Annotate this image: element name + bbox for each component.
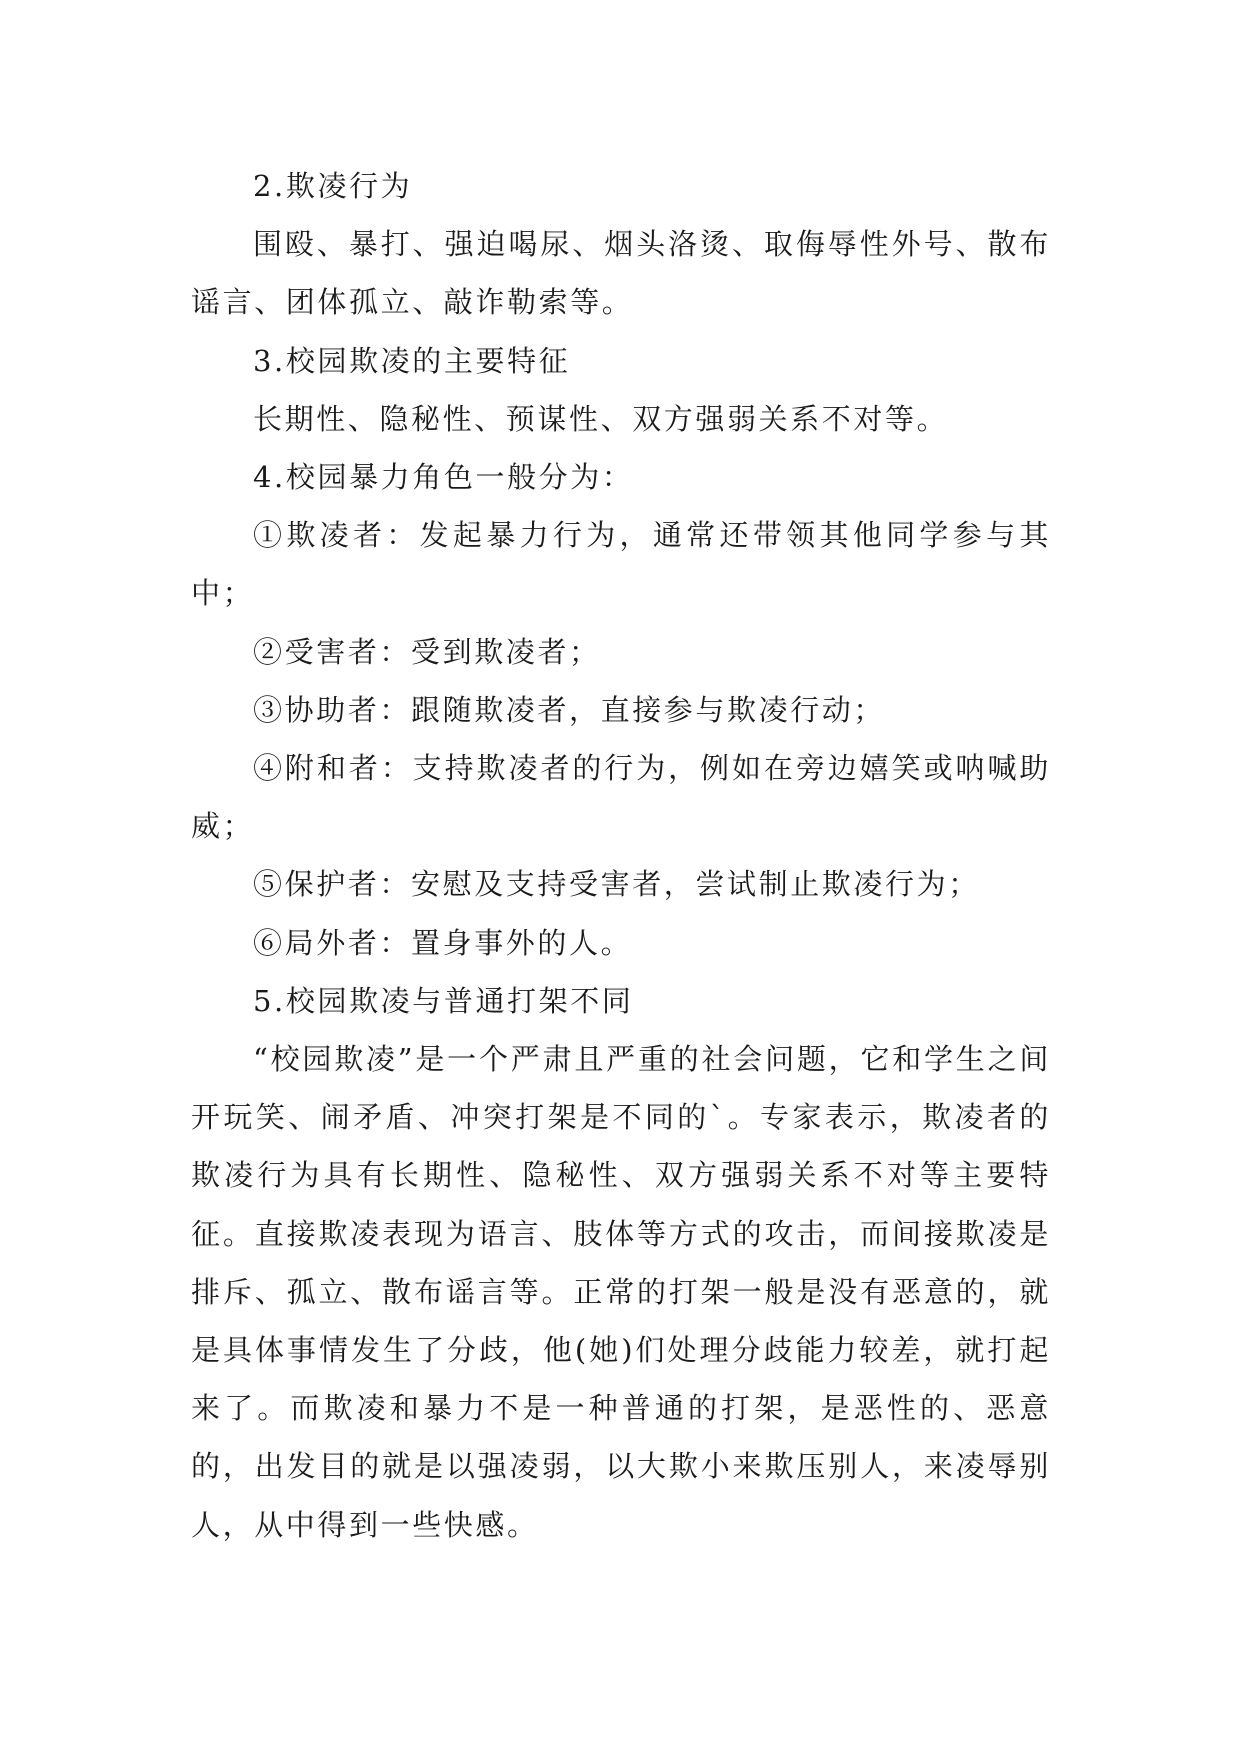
heading-bullying-vs-fighting: 5.校园欺凌与普通打架不同 [253, 983, 634, 1018]
heading-bullying-behaviors: 2.欺凌行为 [253, 169, 413, 203]
paragraph-bullying-behaviors: 围殴、暴打、强迫喝尿、烟头洛烫、取侮辱性外号、散布谣言、团体孤立、敲诈勒索等。 [191, 227, 1051, 320]
heading-violence-roles: 4.校园暴力角色一般分为： [253, 460, 634, 495]
list-item-outsider: ⑥局外者：置身事外的人。 [253, 925, 633, 960]
list-item-assistant: ③协助者：跟随欺凌者，直接参与欺凌行动； [253, 692, 886, 727]
heading-main-characteristics: 3.校园欺凌的主要特征 [253, 343, 571, 378]
list-item-bully: ①欺凌者：发起暴力行为，通常还带领其他同学参与其中； [191, 518, 1051, 611]
document-body [191, 157, 1051, 1554]
list-item-reinforcer: ④附和者：支持欺凌者的行为，例如在旁边嬉笑或呐喊助威； [191, 751, 1051, 844]
list-item-victim: ②受害者：受到欺凌者； [253, 634, 601, 669]
paragraph-main-characteristics: 长期性、隐秘性、预谋性、双方强弱关系不对等。 [253, 401, 949, 436]
paragraph-bullying-vs-fighting: “校园欺凌”是一个严肃且严重的社会问题，它和学生之间开玩笑、闹矛盾、冲突打架是不同的`。专家表示，欺凌者的欺凌行为具有长期性、隐秘性、双方强弱关系不对等主要特征。直接欺凌表现为语言、肢体等方式的攻击，而间接欺凌是排斥、孤立、散布谣言等。正常的打架一般是没有恶意的，就是具体事情发生了分歧，他(她)们处理分歧能力较差，就打起来了。而欺凌和暴力不是一种普通的打架，是恶性的、恶意的，出发目的就是以强凌弱，以大欺小来欺压别人，来凌辱别人，从中得到一些快感。 [191, 1042, 1051, 1542]
list-item-defender: ⑤保护者：安慰及支持受害者，尝试制止欺凌行为； [253, 867, 980, 902]
